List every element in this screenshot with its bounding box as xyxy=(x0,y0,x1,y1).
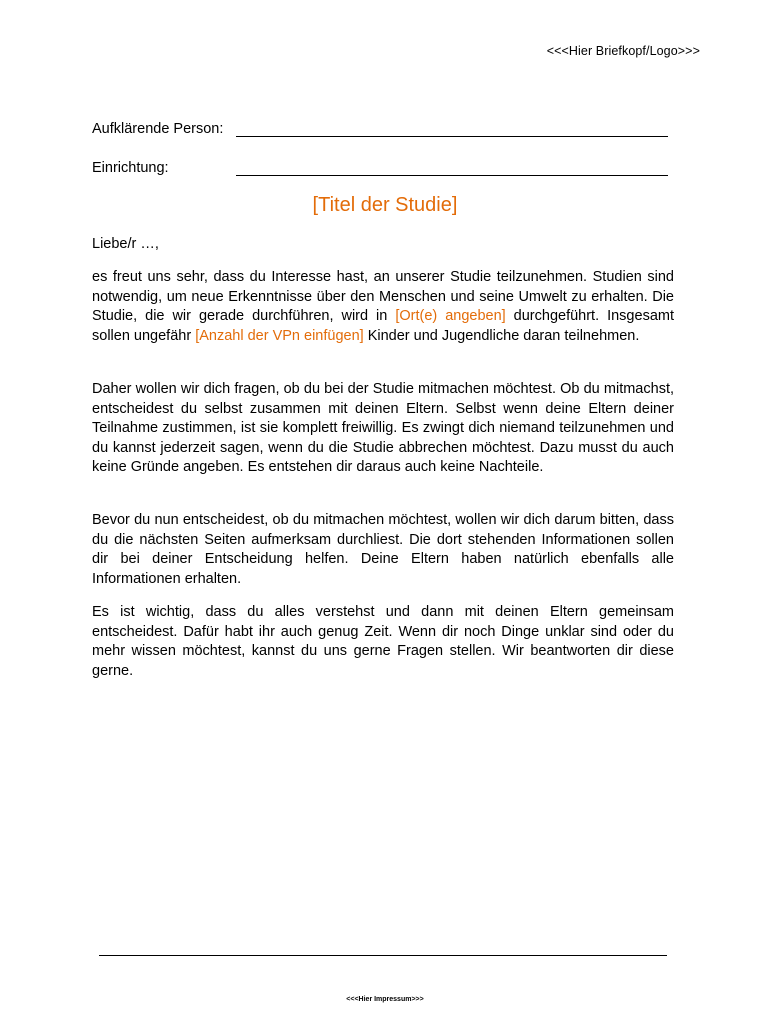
letterhead-placeholder: <<<Hier Briefkopf/Logo>>> xyxy=(546,44,700,58)
aufklaerende-person-label: Aufklärende Person: xyxy=(92,121,224,137)
paragraph-read-carefully: Bevor du nun entscheidest, ob du mitmachen möchtest, wollen wir dich darum bitten, dass du die nächsten Seiten aufmerksam durchliest. Die dort stehenden Informationen sollen dir bei deiner Entscheidung helfen. Deine Eltern haben natürlich ebenfalls alle Informationen erhalten. xyxy=(92,512,674,587)
study-title: [Titel der Studie] xyxy=(312,194,458,216)
paragraph-questions: Es ist wichtig, dass du alles verstehst und dann mit deinen Eltern gemeinsam entscheidest. Dafür habt ihr auch genug Zeit. Wenn dir noch Dinge unklar sind oder du mehr wissen möchtest, kannst du uns gerne Fragen stellen. Wir beantworten dir diese gerne. xyxy=(92,604,674,679)
einrichtung-blank-line xyxy=(236,175,668,176)
paragraph-intro-text-2: durchgeführt. Insgesamt sollen ungefähr xyxy=(92,308,674,344)
paragraph-voluntary: Daher wollen wir dich fragen, ob du bei der Studie mitmachen möchtest. Ob du mitmachst, entscheidest du selbst zusammen mit deinen Eltern. Selbst wenn deine Eltern deiner Teilnahme zustimmen, ist sie komplett freiwillig. Es zwingt dich niemand teilzunehmen und du kannst jederzeit sagen, wenn du die Studie abbrechen möchtest. Dazu musst du auch keine Gründe angeben. Es entstehen dir daraus auch keine Nachteile. xyxy=(92,381,674,475)
imprint-placeholder: <<<Hier Impressum>>> xyxy=(346,996,424,1003)
location-placeholder: [Ort(e) angeben] xyxy=(395,308,506,324)
greeting: Liebe/r …, xyxy=(92,236,159,252)
paragraph-intro-text-3: Kinder und Jugendliche daran teilnehmen. xyxy=(363,327,640,344)
paragraph-intro-text-1: es freut uns sehr, dass du Interesse hast, an unserer Studie teilzunehmen. Studien sind notwendig, um neue Erkenntnisse über den Menschen und seine Umwelt zu erhalten. Die Studie, die wir gerade durchführen, wird in xyxy=(92,269,674,324)
einrichtung-label: Einrichtung: xyxy=(92,160,169,176)
footer-divider xyxy=(99,955,667,956)
participant-count-placeholder: [Anzahl der VPn einfügen] xyxy=(195,327,364,344)
aufklaerende-person-blank-line xyxy=(236,136,668,137)
paragraph-intro xyxy=(92,268,674,346)
